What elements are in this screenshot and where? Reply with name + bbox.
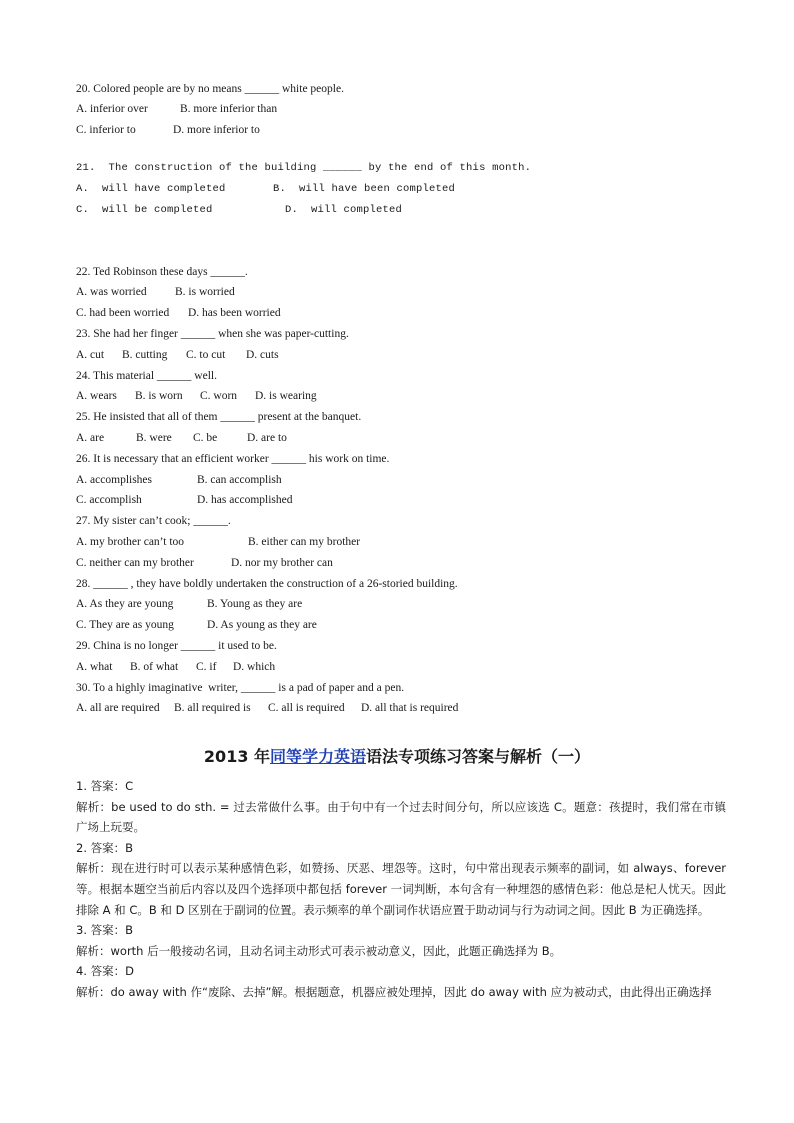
option-a: A. all are required	[76, 702, 160, 714]
question-27-options-row-2	[76, 556, 333, 570]
answer-2-explanation: 解析：现在进行时可以表示某种感情色彩，如赞扬、厌恶、埋怨等。这时，句中常出现表示频率的副词，如 always、forever 等。根据本题空当前后内容以及四个选择项中都包括 forever 一词判断，本句含有一种埋怨的感情色彩：他总是杞人忧天。因此排除 A 和 C。B 和 D 区别在于副词的位置。表示频率的单个副词作状语应置于助动词与行为动词之间。因此 B 为正确选择。	[76, 861, 726, 917]
question-23-stem: 23. She had her finger ______ when she was paper-cutting.	[76, 328, 349, 340]
option-b: B. Young as they are	[207, 598, 303, 610]
option-a: A. my brother can’t too	[76, 536, 185, 548]
question-25-stem: 25. He insisted that all of them ______ present at the banquet.	[76, 411, 362, 423]
question-26-options-row-1	[76, 473, 282, 487]
option-a: A. was worried	[76, 286, 147, 298]
question-20-options-row-1	[76, 102, 277, 116]
question-20-stem: 20. Colored people are by no means ______ white people.	[76, 83, 344, 95]
question-21-stem: 21. The construction of the building ______ by the end of this month.	[76, 162, 532, 174]
answer-2-key: 2. 答案：B	[76, 840, 134, 855]
question-22-options-row-1	[76, 285, 235, 299]
option-b: B. will have been completed	[273, 183, 456, 195]
answers-list	[76, 776, 726, 1003]
option-d: D. are to	[247, 432, 287, 444]
question-22-options-row-2	[76, 306, 281, 320]
option-a: A. will have completed	[76, 183, 226, 195]
question-30-stem: 30. To a highly imaginative writer, ______ is a pad of paper and a pen.	[76, 682, 405, 694]
question-20-options-row-2	[76, 123, 260, 137]
question-26-stem: 26. It is necessary that an efficient worker ______ his work on time.	[76, 453, 390, 465]
option-d: D. more inferior to	[173, 124, 260, 136]
answer-1-key: 1. 答案：C	[76, 779, 134, 793]
option-d: D. nor my brother can	[231, 557, 333, 569]
option-d: D. cuts	[246, 349, 279, 361]
option-d: D. which	[233, 661, 276, 673]
question-21-options-row-1	[76, 182, 455, 196]
question-29-options-row	[76, 660, 275, 674]
option-c: C. be	[193, 432, 218, 444]
option-d: D. As young as they are	[207, 619, 317, 631]
question-24-options-row	[76, 389, 317, 403]
option-a: A. what	[76, 661, 113, 673]
option-d: D. is wearing	[255, 390, 317, 402]
answers-section-title	[0, 746, 794, 768]
option-a: A. wears	[76, 390, 117, 402]
question-23-options-row	[76, 348, 279, 362]
option-b: B. cutting	[122, 349, 168, 361]
answer-4-key: 4. 答案：D	[76, 964, 134, 979]
option-d: D. has been worried	[188, 307, 281, 319]
answer-3-key: 3. 答案：B	[76, 923, 134, 938]
option-c: C. if	[196, 661, 217, 673]
option-c: C. all is required	[268, 702, 345, 714]
option-c: C. neither can my brother	[76, 557, 194, 569]
option-a: A. inferior over	[76, 103, 148, 115]
question-28-options-row-1	[76, 597, 302, 611]
option-a: A. accomplishes	[76, 474, 153, 486]
option-b: B. can accomplish	[197, 474, 282, 486]
question-27-stem: 27. My sister can’t cook; ______.	[76, 515, 231, 527]
option-b: B. all required is	[174, 702, 251, 714]
option-a: A. cut	[76, 349, 105, 361]
answer-4-explanation: 解析：do away with 作“废除、去掉”解。根据题意，机器应被处理掉，因此 do away with 应为被动式，由此得出正确选择	[76, 984, 712, 999]
answer-3-explanation: 解析：worth 后一般接动名词，且动名词主动形式可表示被动意义，因此，此题正确选择为 B。	[76, 943, 562, 958]
option-c: C. will be completed	[76, 204, 213, 216]
question-28-stem: 28. ______ , they have boldly undertaken the construction of a 26-storied building.	[76, 578, 458, 590]
option-b: B. either can my brother	[248, 536, 361, 548]
option-b: B. more inferior than	[180, 103, 278, 115]
option-d: D. has accomplished	[197, 494, 293, 506]
option-d: D. all that is required	[361, 702, 459, 714]
question-27-options-row-1	[76, 535, 360, 549]
question-28-options-row-2	[76, 618, 317, 632]
option-c: C. accomplish	[76, 494, 142, 506]
option-c: C. had been worried	[76, 307, 170, 319]
question-30-options-row	[76, 701, 458, 715]
answer-1-explanation: 解析：be used to do sth. = 过去常做什么事。由于句中有一个过去时间分句，所以应该选 C。题意：孩提时，我们常在市镇广场上玩耍。	[76, 799, 726, 835]
question-21-options-row-2	[76, 203, 402, 217]
option-c: C. They are as young	[76, 619, 174, 631]
option-a: A. As they are young	[76, 598, 174, 610]
option-c: C. worn	[200, 390, 238, 402]
title-prefix: 2013 年	[203, 747, 271, 766]
option-a: A. are	[76, 432, 105, 444]
question-25-options-row	[76, 431, 287, 445]
option-b: B. is worn	[135, 390, 183, 402]
question-22-stem: 22. Ted Robinson these days ______.	[76, 266, 248, 278]
title-suffix: 语法专项练习答案与解析（一）	[366, 747, 591, 766]
option-b: B. were	[136, 432, 172, 444]
title-link[interactable]: 同等学力英语	[270, 747, 367, 766]
option-c: C. to cut	[186, 349, 226, 361]
option-d: D. will completed	[285, 204, 403, 216]
option-c: C. inferior to	[76, 124, 136, 136]
option-b: B. of what	[130, 661, 179, 673]
question-29-stem: 29. China is no longer ______ it used to be.	[76, 640, 277, 652]
question-24-stem: 24. This material ______ well.	[76, 370, 217, 382]
question-26-options-row-2	[76, 493, 293, 507]
option-b: B. is worried	[175, 286, 235, 298]
